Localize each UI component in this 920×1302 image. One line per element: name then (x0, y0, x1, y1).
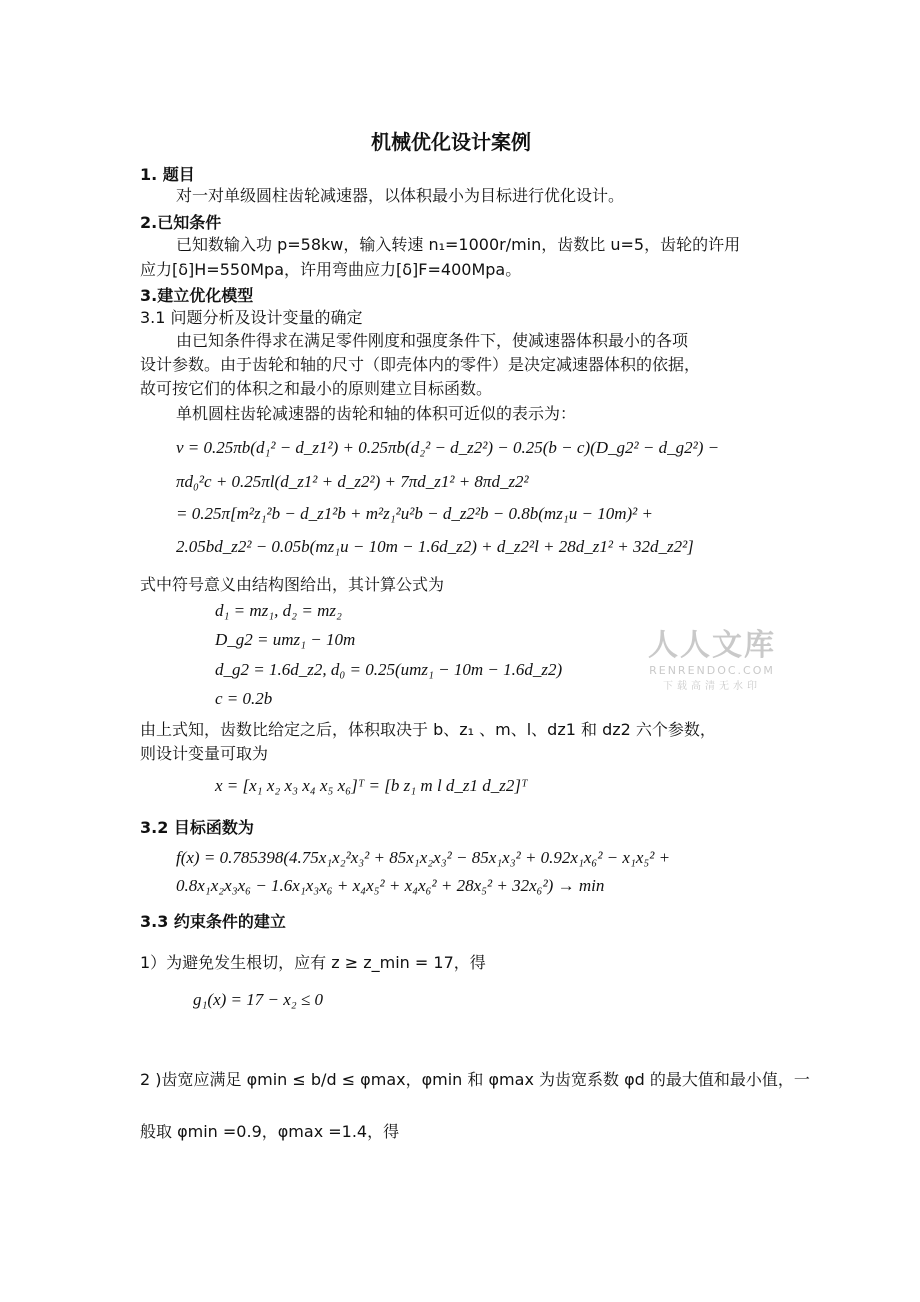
section-2-line-2: 应力[δ]H=550Mpa，许用弯曲应力[δ]F=400Mpa。 (140, 260, 522, 279)
page-title: 机械优化设计案例 (371, 130, 531, 154)
design-variable-equation: x = [x₁ x₂ x₃ x₄ x₅ x₆]ᵀ = [b z₁ m l d_z1 d_z2]ᵀ (215, 776, 528, 795)
volume-equation-line: v = 0.25πb(d₁² − d_z1²) + 0.25πb(d₂² − d_z2²) − 0.25(b − c)(D_g2² − d_g2²) − (176, 438, 720, 457)
objective-function-line: 0.8x₁x₂x₃x₆ − 1.6x₁x₃x₆ + x₄x₅² + x₄x₆² + 28x₅² + 32x₆²) → min (176, 876, 605, 895)
section-3-heading: 3.建立优化模型 (140, 286, 254, 305)
definition-line: c = 0.2b (215, 689, 273, 708)
volume-equation-line: = 0.25π[m²z₁²b − d_z1²b + m²z₁²u²b − d_z2²b − 0.8b(mz₁u − 10m)² + (176, 504, 653, 523)
subsection-3-2: 3.2 目标函数为 (140, 818, 254, 837)
paragraph-line: 由已知条件得求在满足零件刚度和强度条件下，使减速器体积最小的各项 (176, 331, 689, 350)
definition-line: d₁ = mz₁, d₂ = mz₂ (215, 601, 342, 620)
constraint-2-text-continued: 般取 φmin =0.9，φmax =1.4，得 (140, 1122, 400, 1141)
constraint-1-text: 1）为避免发生根切，应有 z ≥ z_min = 17，得 (140, 953, 486, 972)
paragraph-line: 单机圆柱齿轮减速器的齿轮和轴的体积可近似的表示为： (176, 404, 577, 423)
paragraph-line: 设计参数。由于齿轮和轴的尺寸（即壳体内的零件）是决定减速器体积的依据， (140, 355, 701, 374)
volume-equation-line: 2.05bd_z2² − 0.05b(mz₁u − 10m − 1.6d_z2) + d_z2²l + 28d_z1² + 32d_z2²] (176, 537, 694, 556)
volume-equation-line: πd₀²c + 0.25πl(d_z1² + d_z2²) + 7πd_z1² + 8πd_z2² (176, 472, 529, 491)
objective-function-line: f(x) = 0.785398(4.75x₁x₂²x₃² + 85x₁x₂x₃² − 85x₁x₃² + 0.92x₁x₆² − x₁x₅² + (176, 848, 671, 867)
subsection-3-1: 3.1 问题分析及设计变量的确定 (140, 308, 363, 327)
section-1-heading: 1. 题目 (140, 165, 195, 184)
section-2-heading: 2.已知条件 (140, 213, 222, 232)
definition-line: D_g2 = umz₁ − 10m (215, 630, 356, 649)
section-2-line-1: 已知数输入功 p=58kw，输入转速 n₁=1000r/min，齿数比 u=5，齿轮的许用 (176, 235, 741, 254)
subsection-3-3: 3.3 约束条件的建立 (140, 912, 286, 931)
constraint-g1: g₁(x) = 17 − x₂ ≤ 0 (193, 990, 324, 1009)
paragraph-line: 故可按它们的体积之和最小的原则建立目标函数。 (140, 379, 493, 398)
watermark-title: 人人文库 (648, 628, 776, 663)
constraint-2-text: 2 )齿宽应满足 φmin ≤ b/d ≤ φmax，φmin 和 φmax 为齿宽系数 φd 的最大值和最小值，一 (140, 1070, 810, 1089)
watermark-slogan: 下载高清无水印 (663, 681, 761, 692)
watermark (648, 620, 776, 692)
section-1-text: 对一对单级圆柱齿轮减速器，以体积最小为目标进行优化设计。 (176, 186, 625, 205)
definition-line: d_g2 = 1.6d_z2, d₀ = 0.25(umz₁ − 10m − 1.6d_z2) (215, 660, 563, 679)
symbol-intro: 式中符号意义由结构图给出，其计算公式为 (140, 575, 445, 594)
variable-text-line: 则设计变量可取为 (140, 744, 269, 763)
watermark-site: RENRENDOC.COM (649, 664, 775, 677)
variable-text-line: 由上式知，齿数比给定之后，体积取决于 b、z₁ 、m、l、dz1 和 dz2 六个参数， (140, 720, 716, 739)
